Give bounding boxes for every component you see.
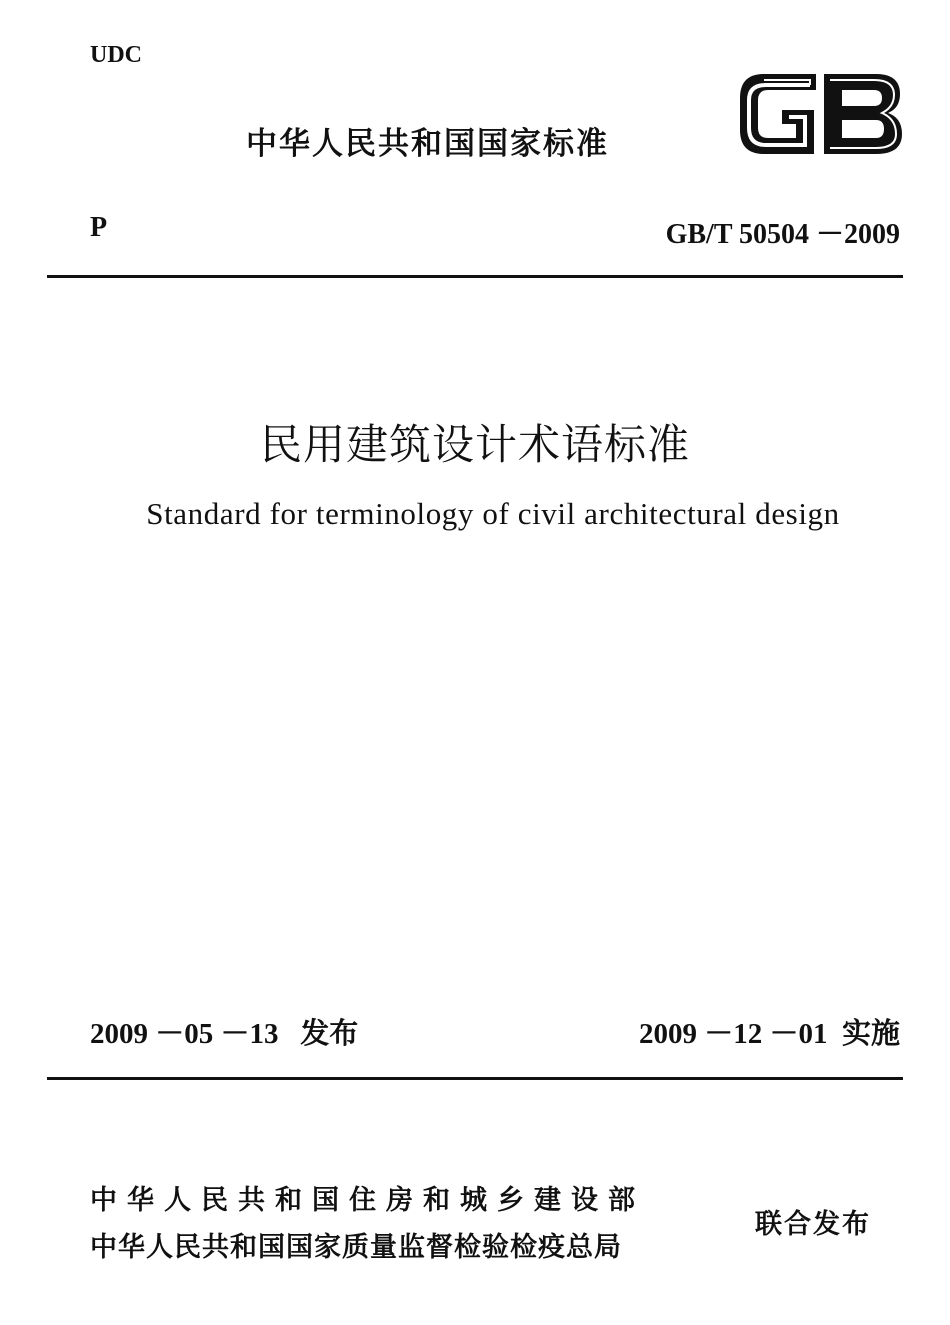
issue-date-line: [90, 1011, 358, 1052]
gb-logo-b-icon: [824, 74, 902, 154]
issue-date: 2009 －05 －13: [90, 1018, 279, 1050]
implementation-label: 实施: [841, 1016, 900, 1050]
standard-number: GB/T 50504 －2009: [665, 219, 900, 250]
joint-issue-label: 联合发布: [755, 1209, 871, 1240]
gb-logo-g-icon: [740, 74, 816, 154]
issue-label: 发布: [300, 1016, 359, 1050]
category-code: P: [90, 212, 108, 243]
implementation-date-line: [639, 1011, 900, 1052]
national-standard-heading: 中华人民共和国国家标准: [246, 126, 609, 162]
top-divider: [47, 275, 903, 278]
udc-label: UDC: [90, 42, 142, 68]
document-title-chinese: 民用建筑设计术语标准: [259, 420, 690, 469]
implementation-date: 2009 －12 －01: [638, 1018, 828, 1050]
issuer-quality-supervision: 中华人民共和国国家质量监督检验检疫总局: [90, 1232, 622, 1263]
bottom-divider: [47, 1077, 903, 1080]
issuer-ministry-housing: 中华人民共和国住房和城乡建设部: [90, 1185, 645, 1216]
document-title-english: Standard for terminology of civil architectural design: [146, 496, 840, 531]
gb-logo-icon: [736, 68, 904, 160]
